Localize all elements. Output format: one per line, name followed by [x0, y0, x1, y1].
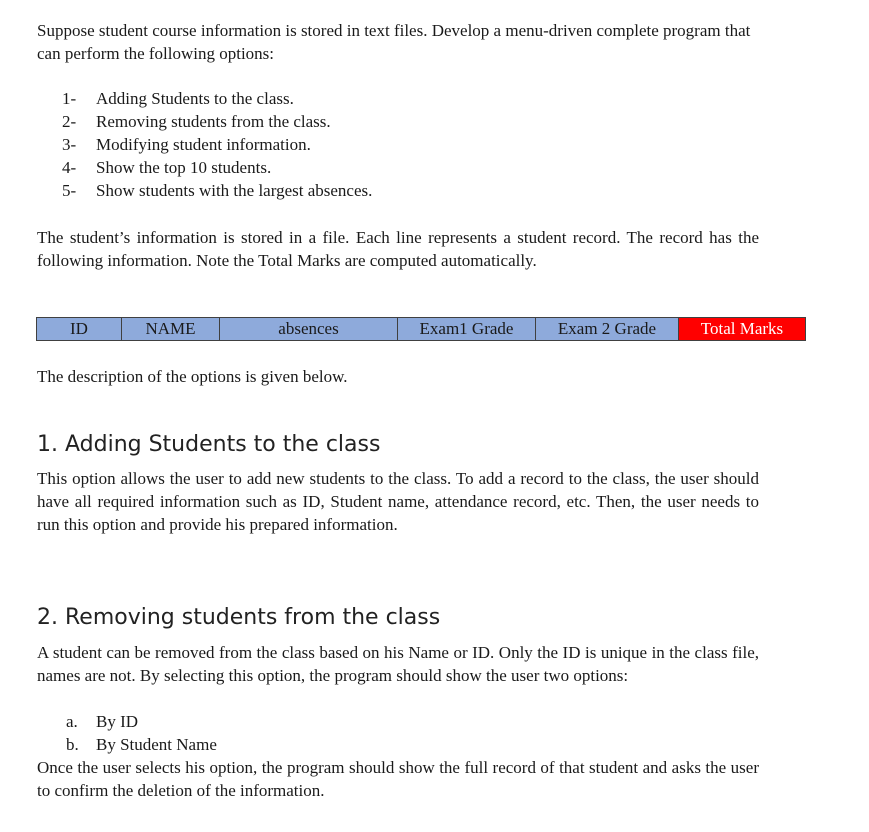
- list-item: [62, 87, 372, 110]
- section1-body: This option allows the user to add new students to the class. To add a record to the class, the user should have all required information such as ID, Student name, attendance record, etc. Then, the user needs to run this option and provide his prepared information.: [37, 469, 759, 534]
- record-intro-paragraph: The student’s information is stored in a file. Each line represents a student record. The record has the following information. Note the Total Marks are computed automatically.: [37, 228, 759, 270]
- section1-heading: 1. Adding Students to the class: [37, 432, 381, 457]
- column-total-marks: Total Marks: [679, 318, 806, 341]
- list-item-letter: b.: [66, 735, 79, 754]
- intro-paragraph: Suppose student course information is stored in text files. Develop a menu-driven complete program that can perform the following options:: [37, 21, 751, 63]
- list-item-number: 2-: [62, 112, 77, 131]
- removal-options-list: [66, 710, 217, 756]
- list-item: [62, 179, 372, 202]
- record-format-table: [36, 317, 806, 341]
- list-item-letter: a.: [66, 712, 78, 731]
- list-item-text: Show students with the largest absences.: [96, 181, 373, 200]
- column-absences: absences: [220, 318, 398, 341]
- list-item-number: 4-: [62, 158, 77, 177]
- column-exam2-grade: Exam 2 Grade: [536, 318, 679, 341]
- list-item: [62, 133, 372, 156]
- section2-body: A student can be removed from the class based on his Name or ID. Only the ID is unique in the class file, names are not. By selecting this option, the program should show the user two options:: [37, 643, 759, 685]
- list-item: [66, 733, 217, 756]
- list-item-text: By Student Name: [96, 735, 217, 754]
- options-list: [62, 87, 372, 202]
- list-item: [62, 110, 372, 133]
- list-item: [66, 710, 217, 733]
- column-exam1-grade: Exam1 Grade: [398, 318, 536, 341]
- list-item: [62, 156, 372, 179]
- options-description: The description of the options is given below.: [37, 367, 348, 386]
- list-item-number: 3-: [62, 135, 77, 154]
- list-item-number: 1-: [62, 89, 77, 108]
- column-id: ID: [37, 318, 122, 341]
- list-item-text: Show the top 10 students.: [96, 158, 272, 177]
- section2-heading: 2. Removing students from the class: [37, 605, 441, 630]
- list-item-text: Removing students from the class.: [96, 112, 331, 131]
- list-item-text: Adding Students to the class.: [96, 89, 294, 108]
- list-item-text: By ID: [96, 712, 139, 731]
- list-item-number: 5-: [62, 181, 77, 200]
- section2-confirm: Once the user selects his option, the program should show the full record of that student and asks the user to confirm the deletion of the information.: [37, 758, 759, 800]
- column-name: NAME: [122, 318, 220, 341]
- list-item-text: Modifying student information.: [96, 135, 311, 154]
- table-row: [37, 318, 806, 341]
